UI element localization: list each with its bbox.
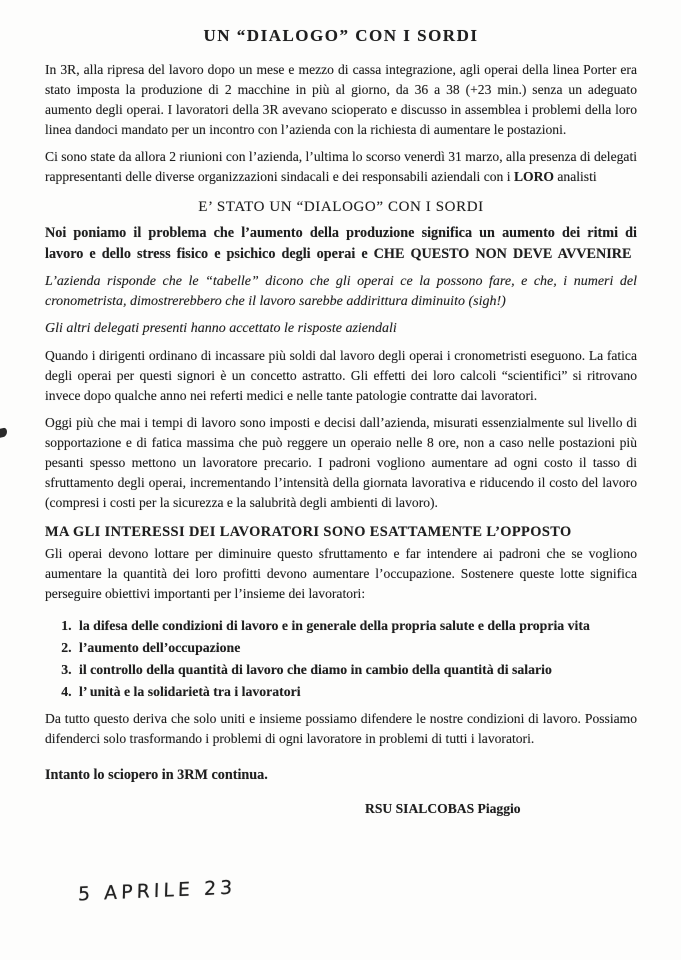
paragraph-intro: In 3R, alla ripresa del lavoro dopo un mese e mezzo di cassa integrazione, agli operai della linea Porter era stato imposta la produzione di 2 macchine in più al giorno, da 36 a 38 (+23 min.) senza un adeguato aumento degli operai. I lavoratori della 3R avevano scioperato e discusso in assemblea i problemi della loro linea dandoci mandato per un incontro con l’azienda con la richiesta di aumentare le postazioni. [45,62,637,137]
paragraph-company-reply: L’azienda risponde che le “tabelle” dicono che gli operai ce la possono fare, e che, i numeri del cronometrista, dimostrerebbero che il lavoro sarebbe addirittura diminuito (sigh!) [45,274,637,309]
goal-item-1: 1. la difesa delle condizioni di lavoro e in generale della propria salute e della propria vita [75,616,637,636]
heading-opposto: MA GLI INTERESSI DEI LAVORATORI SONO ESATTAMENTE L’OPPOSTO [45,524,572,540]
goal-item-2: 2. l’aumento dell’occupazione [75,638,637,658]
goals-list [45,616,637,702]
paragraph-uniti: Da tutto questo deriva che solo uniti e insieme possiamo difendere le nostre condizioni di lavoro. Possiamo difenderci solo trasformando i problemi di ogni lavoratore in problemi di tutti i lavoratori. [45,711,637,746]
paragraph-oggi: Oggi più che mai i tempi di lavoro sono imposti e decisi dall’azienda, misurati essenzialmente sul livello di sopportazione e di fatica massima che può reggere un operaio nelle 8 ore, non a caso nelle postazioni più pesanti spesso mettono un lavoratore precario. I padroni vogliono aumentare ad ogni costo il tasso di sfruttamento degli operai, incrementando l’intensità della giornata lavorativa e riducendo il costo del lavoro (compresi i costi per la sicurezza e la salubrità degli ambienti di lavoro). [45,415,637,510]
closing-statement: Intanto lo sciopero in 3RM continua. [45,767,268,783]
signature: RSU SIALCOBAS Piaggio [365,801,521,816]
document-content [45,26,637,819]
scan-artifact-mark [0,427,7,437]
paragraph-quando: Quando i dirigenti ordinano di incassare più soldi dal lavoro degli operai i cronometristi eseguono. La fatica degli operai per questi signori è un concetto astratto. Gli effetti dei loro calcoli “scientifici” si ritrovano invece dopo qualche anno nei referti medici e nelle tante patologie contratte dai lavoratori. [45,348,637,403]
document-subheading: E’ STATO UN “DIALOGO” CON I SORDI [198,199,484,215]
paragraph-operai: Gli operai devono lottare per diminuire questo sfruttamento e far intendere ai padroni che se vogliono aumentare la quantità dei loro profitti devono aumentare l’occupazione. Sostenere queste lotte significa perseguire obiettivi importanti per l’insieme dei lavoratori: [45,546,637,601]
paragraph-meetings-after: analisti [553,169,597,184]
paragraph-claim: Noi poniamo il problema che l’aumento della produzione significa un aumento dei ritmi di lavoro e dello stress fisico e psichico degli operai e CHE QUESTO NON DEVE AVVENIRE [45,225,637,262]
goal-item-3: 3. il controllo della quantità di lavoro che diamo in cambio della quantità di salario [75,660,637,680]
paragraph-meetings-bold-word: LORO [513,169,554,184]
document-title: UN “DIALOGO” CON I SORDI [203,26,479,45]
paragraph-meetings [45,147,637,187]
paragraph-delegates: Gli altri delegati presenti hanno accettato le risposte aziendali [45,321,397,336]
paragraph-meetings-text: Ci sono state da allora 2 riunioni con l’azienda, l’ultima lo scorso venerdì 31 marzo, alla presenza di delegati rappresentanti delle diverse organizzazioni sindacali e dei responsabili aziendali con i [45,149,637,184]
handwritten-date: 5 APRILE 23 [77,876,237,906]
goal-item-4: 4. l’ unità e la solidarietà tra i lavoratori [75,682,637,702]
